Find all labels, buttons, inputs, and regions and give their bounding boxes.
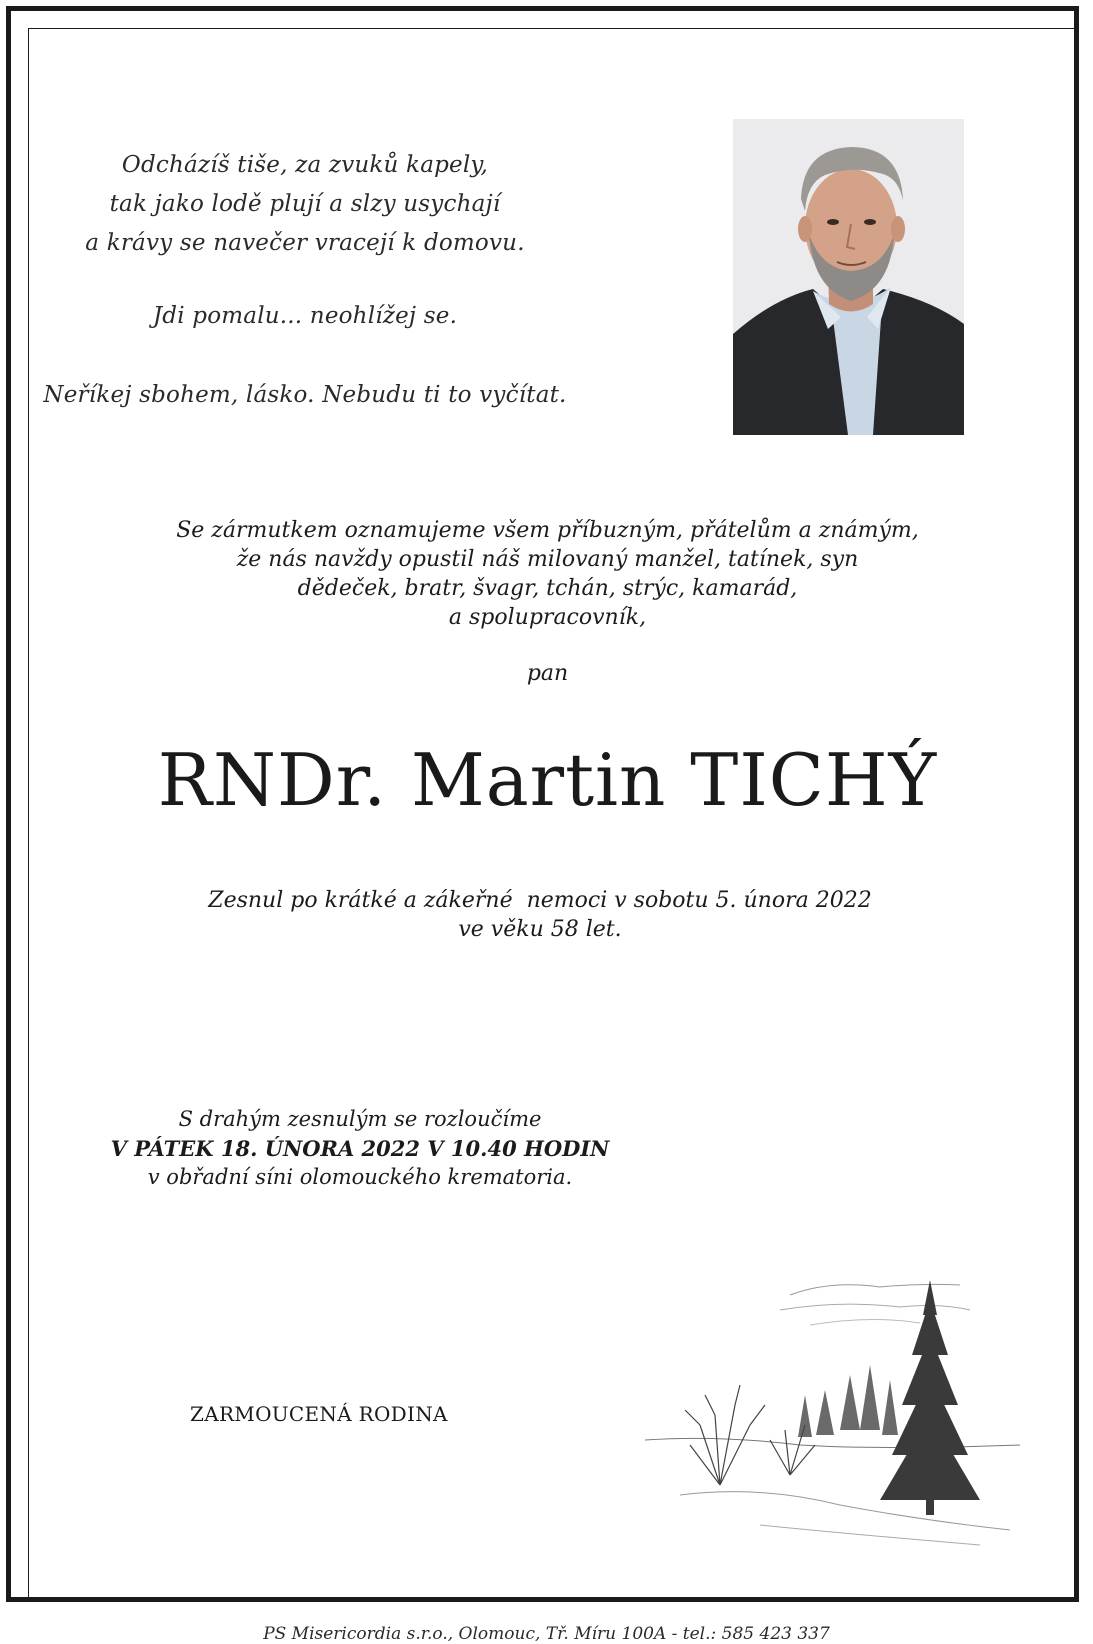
winter-landscape-illustration [640, 1255, 1030, 1555]
death-line-1: Zesnul po krátké a zákeřné nemoci v sobotu 5. února 2022 [208, 888, 872, 913]
poem-line-5: Neříkej sbohem, lásko. Nebudu ti to vyčítat. [43, 382, 567, 408]
announcement-line-3: dědeček, bratr, švagr, tchán, strýc, kamarád, [297, 576, 798, 601]
ceremony-line-1: S drahým zesnulým se rozloučíme [178, 1107, 542, 1131]
family-signature: ZARMOUCENÁ RODINA [190, 1402, 448, 1426]
death-notice [90, 886, 990, 944]
ceremony-datetime: V PÁTEK 18. ÚNORA 2022 V 10.40 HODIN [110, 1136, 610, 1161]
announcement-text [90, 516, 1005, 632]
deceased-name: RNDr. Martin TICHÝ [157, 738, 938, 822]
poem [40, 146, 570, 263]
announcement-line-2: že nás navždy opustil náš milovaný manžel, tatínek, syn [236, 547, 859, 572]
death-line-2: ve věku 58 let. [458, 917, 622, 942]
poem-line-2: tak jako lodě plují a slzy usychají [109, 191, 501, 217]
poem-line-4: Jdi pomalu... neohlížej se. [152, 303, 458, 329]
portrait-photo [733, 119, 964, 435]
announcement-line-1: Se zármutkem oznamujeme všem příbuzným, přátelům a známým, [176, 518, 919, 543]
poem-line-1: Odcházíš tiše, za zvuků kapely, [121, 152, 489, 178]
announcement-line-4: a spolupracovník, [448, 605, 647, 630]
funeral-service-footer: PS Misericordia s.r.o., Olomouc, Tř. Míru 100A - tel.: 585 423 337 [263, 1624, 830, 1644]
honorific: pan [526, 661, 569, 686]
ceremony-info [80, 1105, 640, 1192]
poem-line-3: a krávy se navečer vracejí k domovu. [85, 230, 525, 256]
ceremony-line-3: v obřadní síni olomouckého krematoria. [147, 1165, 573, 1189]
portrait-figure [733, 119, 964, 435]
tree-sketch [640, 1255, 1030, 1555]
